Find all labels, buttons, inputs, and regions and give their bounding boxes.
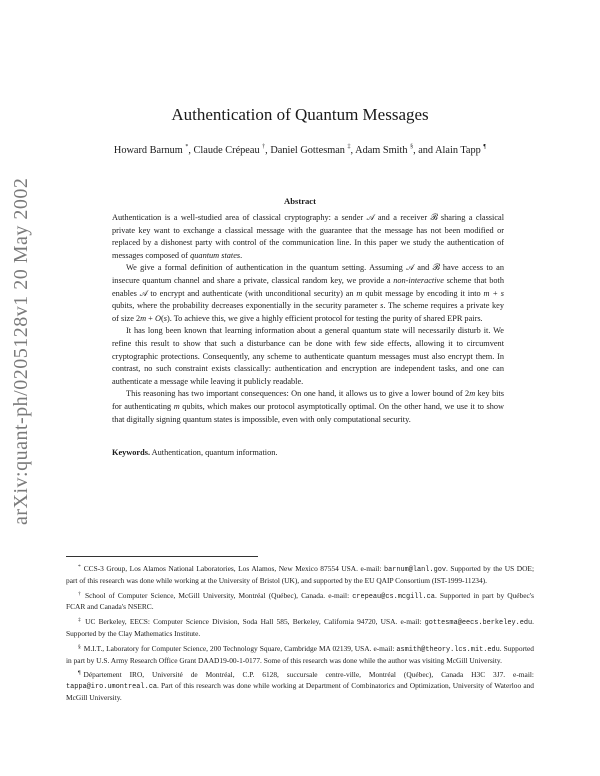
email-address: tappa@iro.umontreal.ca <box>66 683 157 692</box>
author-name: Howard Barnum * <box>113 144 189 156</box>
abstract-paragraph: We give a formal definition of authentication in the quantum setting. Assuming 𝒜 and ℬ have access to an insecure quantum channel and share a private, classical random key, we provide a non-interactive scheme that both enables 𝒜 to encrypt and authenticate (with unconditional security) an m qubit message by encoding it into m + s qubits, where the probability decreases exponentially in the security parameter s. The scheme requires a private key of size 2m + O(s). To achieve this, we give a highly efficient protocol for testing the purity of shared EPR pairs. <box>112 263 504 323</box>
author-footnote-mark: ‡ <box>347 144 351 150</box>
footnote-mark: ¶ <box>78 670 81 677</box>
author-footnote-mark: * <box>185 144 189 150</box>
email-address: crepeau@cs.mcgill.ca <box>352 592 435 601</box>
author-footnote-mark: § <box>410 144 414 150</box>
keywords-line <box>112 448 504 457</box>
email-address: asmith@theory.lcs.mit.edu <box>396 645 500 654</box>
author-name: Adam Smith § <box>355 144 414 156</box>
author-name: Claude Crépeau † <box>193 144 266 156</box>
emphasis-text: m <box>173 401 180 411</box>
emphasis-text: m + s <box>483 288 504 298</box>
keywords-text: Authentication, quantum information. <box>150 448 278 457</box>
emphasis-text: m <box>140 313 147 323</box>
footnote-mark: † <box>78 590 82 597</box>
footnote: * CCS-3 Group, Los Alamos National Laboratories, Los Alamos, New Mexico 87554 USA. e-mail: barnum@lanl.gov. Supported by the US DOE; part of this research was done while working at the University of Bristol (UK), and supported by the EU QAIP Consortium (IST-1999-11234). <box>66 564 534 585</box>
email-address: gottesma@eecs.berkeley.edu <box>424 619 533 628</box>
author-name: Daniel Gottesman ‡ <box>270 144 351 156</box>
footnote-mark: § <box>78 643 81 650</box>
author-footnote-mark: † <box>262 144 266 150</box>
author-name: and Alain Tapp ¶ <box>418 144 487 156</box>
footnote: ‡ UC Berkeley, EECS: Computer Science Division, Soda Hall 585, Berkeley, California 94720, USA. e-mail: gottesma@eecs.berkeley.edu. Supported by the Clay Mathematics Institute. <box>66 617 534 638</box>
abstract-paragraph: This reasoning has two important consequences: On one hand, it allows us to give a lower bound of 2m key bits for authenticating m qubits, which makes our protocol asymptotically optimal. On the other hand, we use it to show that digitally signing quantum states is impossible, even with only computational security. <box>112 389 504 424</box>
footnote-mark: ‡ <box>78 617 83 624</box>
footnote-mark: * <box>78 564 81 570</box>
keywords-label: Keywords. <box>112 448 151 457</box>
emphasis-text: m <box>469 389 476 399</box>
abstract-heading: Abstract <box>284 196 316 206</box>
emphasis-text: m <box>356 288 363 298</box>
footnote: § M.I.T., Laboratory for Computer Science, 200 Technology Square, Cambridge MA 02139, USA. e-mail: asmith@theory.lcs.mit.edu. Supported in part by U.S. Army Research Office Grant DAAD19-00-1-0177. Some of this research was done while the author was visiting McGill University. <box>66 643 535 665</box>
abstract-paragraph: It has long been known that learning information about a general quantum state will necessarily disturb it. We refine this result to show that such a disturbance can be done with few side effects, allowing it to circumvent cryptographic protections. Consequently, any scheme to authenticate quantum messages must also encrypt them. In contrast, no such constraint exists classically: authentication and encryption are independent tasks, and one can authenticate a message while leaving it publicly readable. <box>112 326 504 386</box>
paper-title: Authentication of Quantum Messages <box>171 105 429 124</box>
footnotes <box>66 562 534 706</box>
emphasis-text: quantum states <box>190 250 241 260</box>
author-list: Howard Barnum *, Claude Crépeau †, Daniel Gottesman ‡, Adam Smith §, and Alain Tapp ¶ <box>113 144 487 156</box>
emphasis-text: O <box>154 313 161 323</box>
footnote-divider <box>66 556 258 557</box>
emphasis-text: s <box>163 313 167 323</box>
emphasis-text: s <box>380 301 384 311</box>
emphasis-text: non-interactive <box>393 275 444 285</box>
abstract-paragraph: Authentication is a well-studied area of classical cryptography: a sender 𝒜 and a receiver ℬ sharing a classical private key want to exchange a classical message with the guarantee that the message has not been modified or replaced by a dishonest party with control of the communication line. In this paper we study the authentication of messages composed of quantum states. <box>112 213 504 260</box>
arxiv-identifier: arXiv:quant-ph/0205128v1 20 May 2002 <box>10 177 32 525</box>
abstract-body <box>112 212 504 426</box>
author-footnote-mark: ¶ <box>483 144 487 150</box>
footnote: † School of Computer Science, McGill University, Montréal (Québec), Canada. e-mail: crepeau@cs.mcgill.ca. Supported in part by Québec's FCAR and Canada's NSERC. <box>66 590 535 612</box>
footnote: ¶ Département IRO, Université de Montréal, C.P. 6128, succursale centre-ville, Montréal (Québec), Canada H3C 3J7. e-mail: tappa@iro.umontreal.ca. Part of this research was done while working at Department of Combinatorics and Optimization, University of Waterloo and McGill University. <box>66 670 534 702</box>
email-address: barnum@lanl.gov <box>383 566 446 574</box>
